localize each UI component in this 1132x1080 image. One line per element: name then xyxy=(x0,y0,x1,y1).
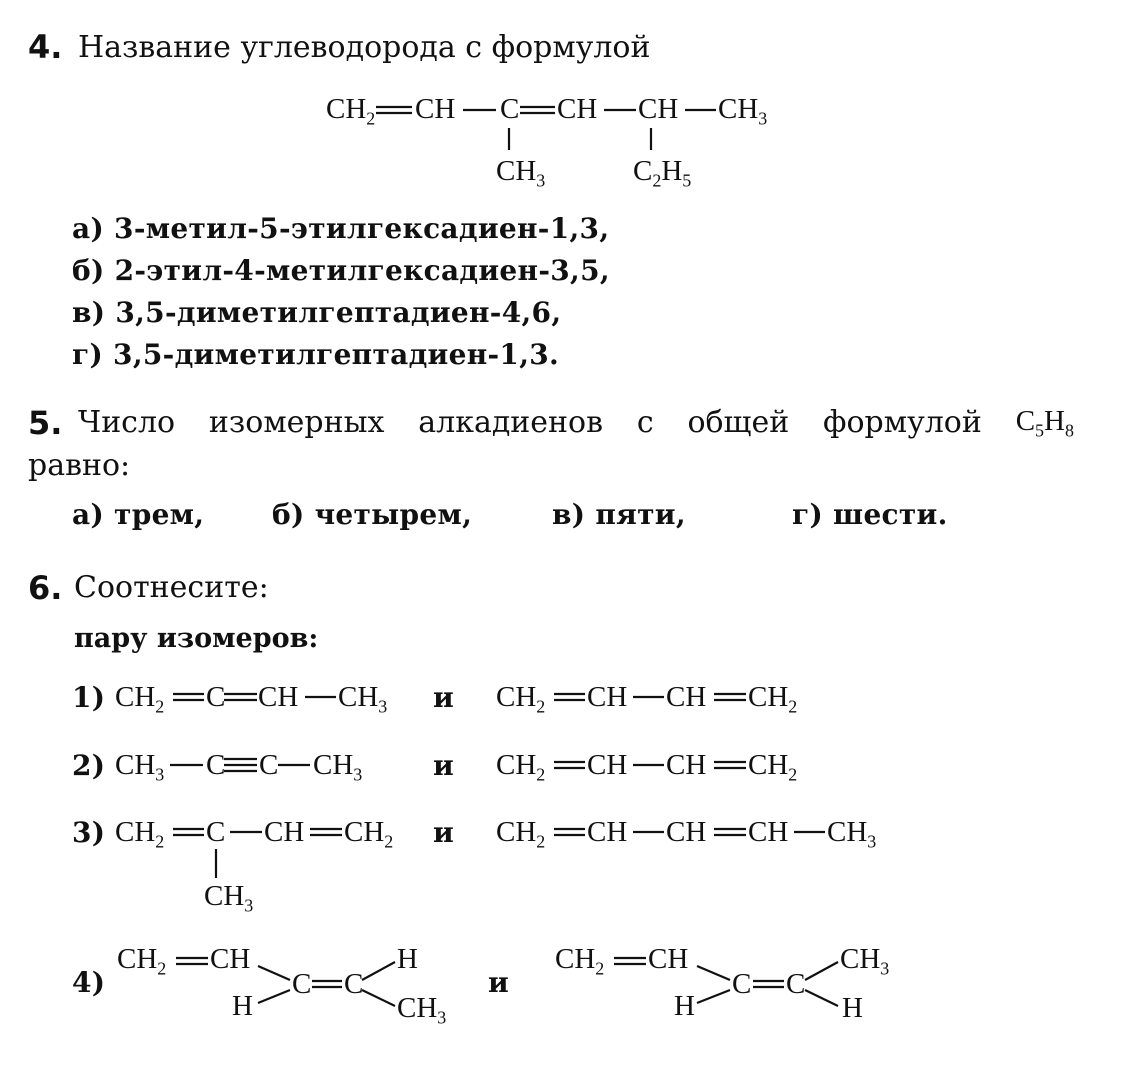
atom: H xyxy=(842,992,863,1024)
q6-pair-2-number: 2) xyxy=(72,749,106,782)
atom: $CH_2$ xyxy=(496,816,546,852)
atom: CH xyxy=(666,816,707,848)
question-6-text: Соотнесите: xyxy=(74,570,269,605)
q5-formula: $C_5H_8$ xyxy=(1015,405,1074,441)
atom: $CH_2$ xyxy=(115,816,165,852)
q4-atom-ch3: $CH_3$ xyxy=(718,93,768,129)
atom: H xyxy=(397,943,418,975)
atom: C xyxy=(732,968,752,1000)
atom: $CH_3$ xyxy=(397,992,447,1028)
q6-pair-4-connector: и xyxy=(488,966,509,999)
q5-word-5: общей xyxy=(687,405,790,440)
atom: CH xyxy=(648,943,689,975)
atom: CH xyxy=(666,749,707,781)
q6-pair-3-number: 3) xyxy=(72,816,106,849)
q4-subst-c2h5: $C_2H_5$ xyxy=(633,155,692,191)
q4-atom-ch-3: CH xyxy=(638,93,679,125)
atom: $CH_3$ xyxy=(827,816,877,852)
atom: CH xyxy=(587,681,628,713)
atom: CH xyxy=(587,816,628,848)
q6-pair-1-number: 1) xyxy=(72,681,106,714)
atom: $CH_3$ xyxy=(313,749,363,785)
atom: $CH_2$ xyxy=(115,681,165,717)
q4-option-d: г) 3,5-диметилгептадиен-1,3. xyxy=(72,338,560,371)
atom: $CH_2$ xyxy=(748,681,798,717)
question-6-number: 6. xyxy=(28,569,63,607)
q4-option-a: а) 3-метил-5-этилгексадиен-1,3, xyxy=(72,212,610,245)
q6-pair-3-connector: и xyxy=(433,816,454,849)
atom: CH xyxy=(210,943,251,975)
question-5-number: 5. xyxy=(28,404,63,442)
atom: $CH_2$ xyxy=(748,749,798,785)
q4-atom-ch-1: CH xyxy=(415,93,456,125)
q5-word-1: Число xyxy=(78,405,176,440)
atom: H xyxy=(674,990,695,1022)
q4-atom-ch-2: CH xyxy=(557,93,598,125)
question-4-number: 4. xyxy=(28,28,63,66)
q4-atom-c: C xyxy=(500,93,520,125)
q4-option-c: в) 3,5-диметилгептадиен-4,6, xyxy=(72,296,562,329)
atom: CH xyxy=(258,681,299,713)
atom: C xyxy=(259,749,279,781)
q4-atom-ch2: $CH_2$ xyxy=(326,93,376,129)
atom: C xyxy=(206,749,226,781)
atom: C xyxy=(206,816,226,848)
question-4-text: Название углеводорода с формулой xyxy=(78,30,651,65)
atom-substituent: $CH_3$ xyxy=(204,880,254,916)
atom: C xyxy=(206,681,226,713)
q6-pair-4-number: 4) xyxy=(72,966,106,999)
atom: $CH_3$ xyxy=(338,681,388,717)
atom: $CH_2$ xyxy=(496,681,546,717)
atom: $CH_3$ xyxy=(840,943,890,979)
q5-option-b: б) четырем, xyxy=(272,498,473,531)
atom: CH xyxy=(748,816,789,848)
atom: H xyxy=(232,990,253,1022)
atom: C xyxy=(344,968,364,1000)
q6-pair-1-connector: и xyxy=(433,681,454,714)
q5-option-d: г) шести. xyxy=(792,498,948,531)
q5-option-a: а) трем, xyxy=(72,498,205,531)
atom: CH xyxy=(264,816,305,848)
atom: CH xyxy=(587,749,628,781)
atom: $CH_2$ xyxy=(555,943,605,979)
q5-word-4: с xyxy=(636,405,654,440)
atom: C xyxy=(292,968,312,1000)
q4-option-b: б) 2-этил-4-метилгексадиен-3,5, xyxy=(72,254,610,287)
question-5-text-line2: равно: xyxy=(28,448,131,483)
atom: CH xyxy=(666,681,707,713)
q4-subst-ch3: $CH_3$ xyxy=(496,155,546,191)
q6-pair-2-connector: и xyxy=(433,749,454,782)
atom: $CH_2$ xyxy=(496,749,546,785)
q5-word-3: алкадиенов xyxy=(418,405,603,440)
atom: $CH_2$ xyxy=(344,816,394,852)
q5-word-2: изомерных xyxy=(208,405,385,440)
atom: $CH_2$ xyxy=(117,943,167,979)
atom: $CH_3$ xyxy=(115,749,165,785)
q6-subtitle: пару изомеров: xyxy=(74,623,319,654)
q5-word-6: формулой xyxy=(823,405,982,440)
atom: C xyxy=(786,968,806,1000)
q5-option-c: в) пяти, xyxy=(552,498,686,531)
